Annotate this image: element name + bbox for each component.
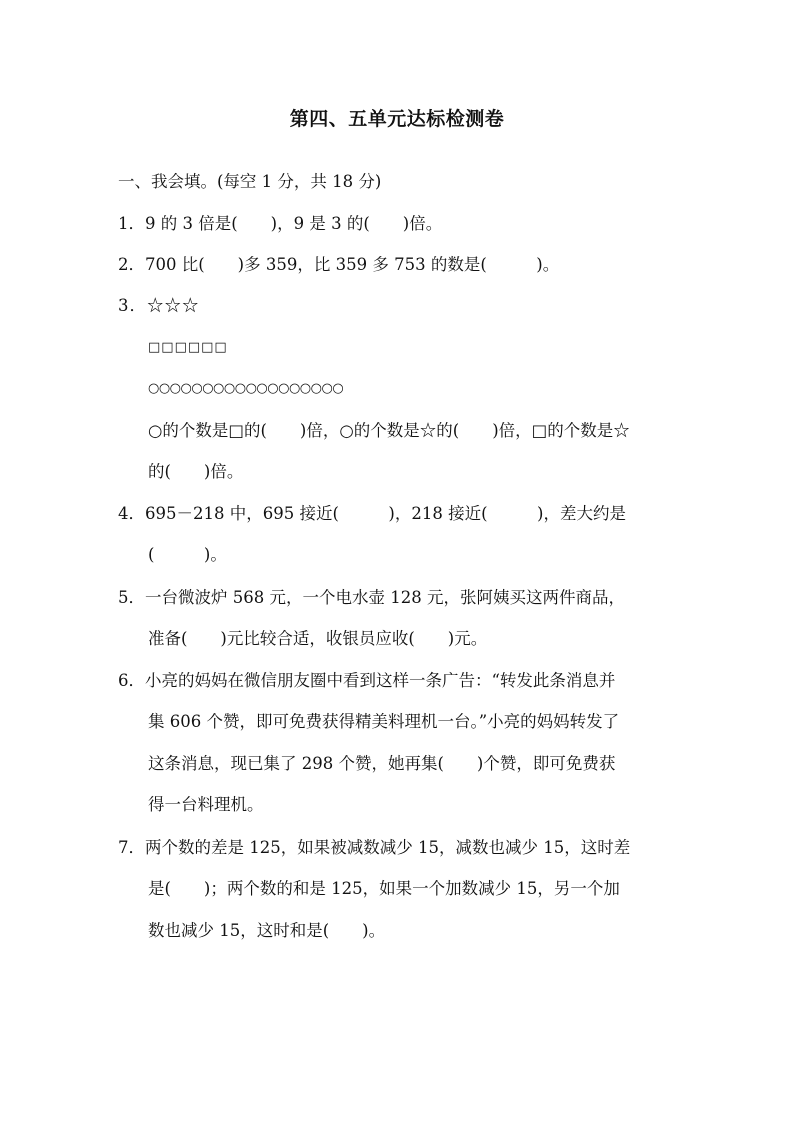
question-3-circles: ○○○○○○○○○○○○○○○○○○	[148, 381, 344, 396]
question-7-line-3: 数也减少 15，这时和是( )。	[148, 921, 386, 940]
question-3-line-2: 的( )倍。	[148, 462, 244, 481]
question-2: 2．700 比( )多 359，比 359 多 753 的数是( )。	[118, 255, 560, 274]
question-5-line-1: 5．一台微波炉 568 元，一个电水壶 128 元，张阿姨买这两件商品，	[118, 588, 625, 607]
question-7-line-1: 7．两个数的差是 125，如果被减数减少 15，减数也减少 15，这时差	[118, 838, 631, 857]
question-4-line-1: 4．695－218 中，695 接近( )，218 接近( )，差大约是	[118, 504, 626, 523]
page-title: 第四、五单元达标检测卷	[289, 108, 505, 130]
question-5-line-2: 准备( )元比较合适，收银员应收( )元。	[148, 629, 488, 648]
question-3-stars: 3．☆☆☆	[118, 296, 200, 315]
section-heading: 一、我会填。(每空 1 分，共 18 分)	[118, 172, 382, 191]
question-6-line-1: 6．小亮的妈妈在微信朋友圈中看到这样一条广告：“转发此条消息并	[118, 671, 616, 690]
question-6-line-4: 得一台料理机。	[148, 795, 264, 814]
question-3-squares: □□□□□□	[148, 340, 228, 355]
question-1: 1．9 的 3 倍是( )，9 是 3 的( )倍。	[118, 214, 443, 233]
question-4-line-2: ( )。	[148, 545, 227, 564]
question-6-line-3: 这条消息，现已集了 298 个赞，她再集( )个赞，即可免费获	[148, 754, 616, 773]
question-6-line-2: 集 606 个赞，即可免费获得精美料理机一台。”小亮的妈妈转发了	[148, 712, 620, 731]
question-7-line-2: 是( )；两个数的和是 125，如果一个加数减少 15，另一个加	[148, 879, 620, 898]
question-3-line-1: ○的个数是□的( )倍，○的个数是☆的( )倍，□的个数是☆	[148, 421, 630, 440]
